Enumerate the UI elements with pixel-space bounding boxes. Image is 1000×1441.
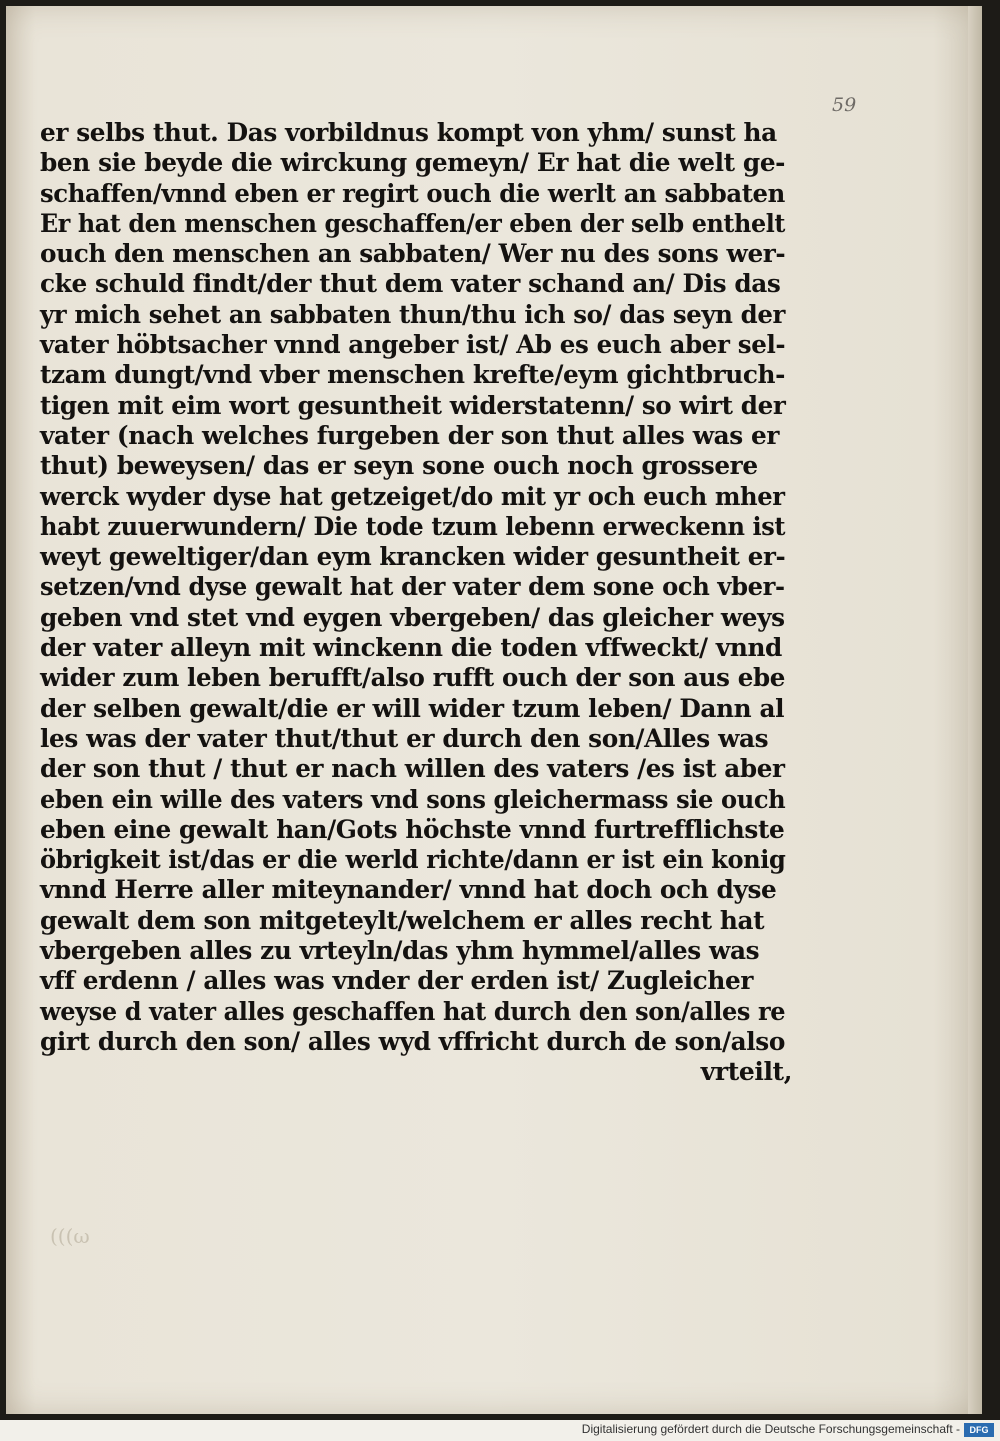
folio-number: 59 bbox=[832, 94, 857, 116]
text-line: gewalt dem son mitgeteylt/welchem er alles recht hat bbox=[40, 905, 765, 935]
text-line: weyt geweltiger/dan eym krancken wider gesuntheit er- bbox=[40, 542, 786, 572]
text-line: tigen mit eim wort gesuntheit widerstatenn/ so wirt der bbox=[40, 390, 786, 420]
text-block bbox=[40, 118, 792, 1088]
text-line: vbergeben alles zu vrteyln/das yhm hymmel/alles was bbox=[40, 936, 760, 966]
text-line: vater (nach welches furgeben der son thut alles was er bbox=[40, 420, 780, 450]
text-line: ouch den menschen an sabbaten/ Wer nu des sons wer- bbox=[40, 239, 786, 269]
text-line: setzen/vnd dyse gewalt hat der vater dem sone och vber- bbox=[40, 572, 785, 602]
ink-offset: (((ω bbox=[50, 1224, 90, 1248]
text-line: thut) beweysen/ das er seyn sone ouch noch grossere bbox=[40, 451, 758, 481]
text-line: weyse d vater alles geschaffen hat durch den son/alles re bbox=[40, 996, 786, 1026]
text-line: vater höbtsacher vnnd angeber ist/ Ab es euch aber sel- bbox=[40, 330, 786, 360]
text-line: habt zuuerwundern/ Die tode tzum lebenn erweckenn ist bbox=[40, 511, 786, 541]
text-line: ben sie beyde die wirckung gemeyn/ Er hat die welt ge- bbox=[40, 148, 786, 178]
text-line: girt durch den son/ alles wyd vffricht durch de son/also bbox=[40, 1026, 785, 1056]
text-line: wider zum leben berufft/also rufft ouch der son aus ebe bbox=[40, 663, 785, 693]
text-line: yr mich sehet an sabbaten thun/thu ich so/ das seyn der bbox=[40, 299, 786, 329]
footer-bar bbox=[0, 1420, 1000, 1441]
funding-credit: Digitalisierung gefördert durch die Deutsche Forschungsgemeinschaft - bbox=[581, 1422, 960, 1436]
text-line: les was der vater thut/thut er durch den son/Alles was bbox=[40, 723, 769, 753]
book-page bbox=[6, 6, 982, 1414]
dfg-logo: DFG bbox=[964, 1423, 994, 1437]
text-line: cke schuld findt/der thut dem vater schand an/ Dis das bbox=[40, 269, 781, 299]
text-line: der son thut / thut er nach willen des vaters /es ist aber bbox=[40, 754, 785, 784]
text-line: der vater alleyn mit winckenn die toden vffweckt/ vnnd bbox=[40, 633, 782, 663]
text-line: der selben gewalt/die er will wider tzum leben/ Dann al bbox=[40, 693, 785, 723]
text-line: geben vnd stet vnd eygen vbergeben/ das gleicher weys bbox=[40, 602, 785, 632]
text-line: Er hat den menschen geschaffen/er eben der selb enthelt bbox=[40, 208, 786, 238]
text-line: schaffen/vnnd eben er regirt ouch die werlt an sabbaten bbox=[40, 178, 785, 208]
text-line: öbrigkeit ist/das er die werld richte/dann er ist ein konig bbox=[40, 845, 786, 875]
text-line: tzam dungt/vnd vber menschen krefte/eym gichtbruch- bbox=[40, 360, 786, 390]
text-line: vnnd Herre aller miteynander/ vnnd hat doch och dyse bbox=[40, 875, 777, 905]
text-line: er selbs thut. Das vorbildnus kompt von yhm/ sunst ha bbox=[40, 118, 777, 147]
page-edge bbox=[968, 6, 982, 1414]
text-line: werck wyder dyse hat getzeiget/do mit yr och euch mher bbox=[40, 481, 785, 511]
text-line: vff erdenn / alles was vnder der erden ist/ Zugleicher bbox=[40, 966, 753, 996]
text-line: eben ein wille des vaters vnd sons gleichermass sie ouch bbox=[40, 784, 786, 814]
catchword: vrteilt, bbox=[700, 1057, 792, 1087]
text-line: eben eine gewalt han/Gots höchste vnnd furtrefflichste bbox=[40, 814, 785, 844]
